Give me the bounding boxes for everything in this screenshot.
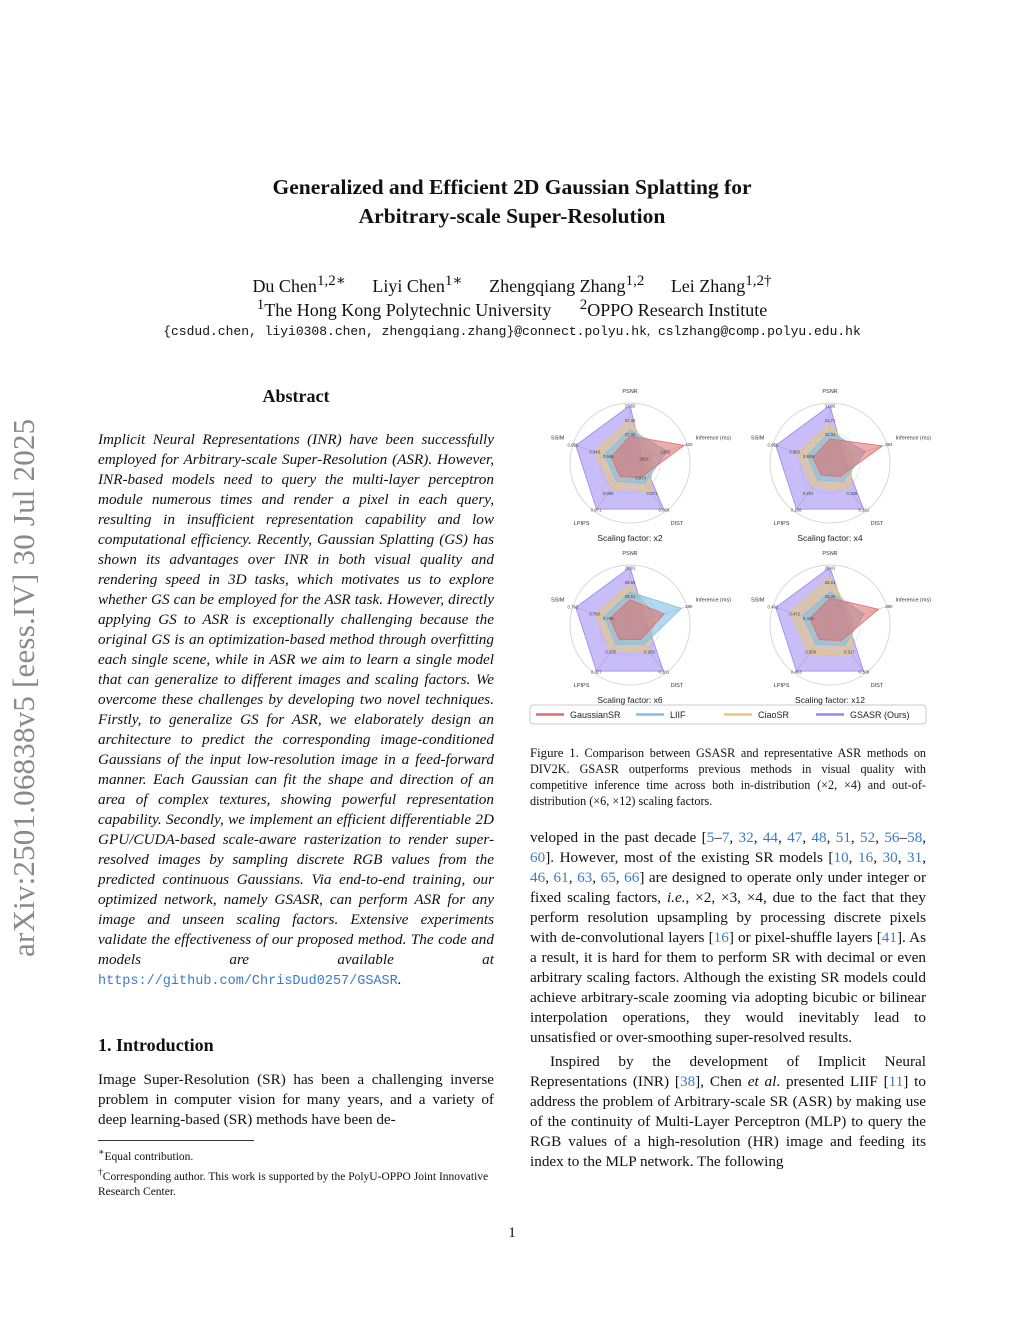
radar-value-label: 0.500	[805, 649, 816, 655]
radar-axis-label: Inference (ms)	[695, 597, 732, 604]
code-link[interactable]: https://github.com/ChrisDud0257/GSASR	[98, 974, 398, 989]
radar-value-label: 0.317	[844, 649, 855, 655]
citation-link[interactable]: 41	[881, 929, 897, 946]
footnotes	[98, 1145, 494, 1200]
radar-value-label: 380	[885, 603, 893, 609]
radar-value-label: 0.745	[602, 616, 614, 621]
radar-axis-label: SSIM	[750, 597, 765, 604]
radar-value-label: 0.849	[802, 454, 814, 459]
citation-link[interactable]: 7	[721, 829, 730, 846]
radar-axis-label: SSIM	[550, 435, 565, 442]
citation-link[interactable]: 52	[860, 829, 876, 846]
radar-value-label: 0.760	[589, 611, 600, 617]
citation-link[interactable]: 58	[907, 829, 923, 846]
radar-value-label: 0.850	[789, 449, 800, 455]
radar-value-label: 0.069	[658, 507, 670, 513]
radar-value-label: 31.71	[824, 417, 836, 423]
radar-value-label: 1265	[660, 449, 671, 455]
citation-link[interactable]: 38	[679, 1073, 696, 1090]
author: Liyi Chen$^{1∗}$	[372, 273, 463, 296]
radar-axis-label: PSNR	[822, 551, 838, 557]
affiliation: $^1$The Hong Kong Polytechnic University	[256, 297, 552, 320]
radar-value-label: 0.762	[567, 604, 579, 610]
radar-value-label: 0.209	[644, 649, 655, 655]
right-column-text	[530, 828, 926, 1172]
citation-link[interactable]: 31	[907, 849, 923, 866]
author: Lei Zhang$^{1,2\dagger}$	[670, 273, 772, 296]
page-number: 1	[508, 1225, 516, 1241]
citation-link[interactable]: 44	[762, 829, 779, 846]
radar-value-label: 0.974	[635, 475, 646, 481]
footnote-divider	[98, 1140, 254, 1141]
email-single: cslzhang@comp.polyu.edu.hk	[657, 324, 861, 339]
figure-1-radar-charts	[530, 383, 932, 728]
radar-axis-label: LPIPS	[573, 520, 590, 527]
panel-caption: Scaling factor: x12	[795, 695, 865, 705]
title-line-1: Generalized and Efficient 2D Gaussian Splatting for	[272, 175, 752, 199]
radar-value-label: 28.91	[624, 565, 636, 571]
radar-value-label: 0.071	[590, 507, 602, 513]
figure-label: Figure 1.	[530, 746, 579, 760]
legend-item: GaussianSR	[570, 710, 621, 720]
radar-value-label: 26.06	[824, 594, 836, 600]
radar-axis-label: Inference (ms)	[895, 597, 932, 604]
abstract-text: Implicit Neural Representations (INR) have been successfully employed for Arbitrary-scale Super-Resolution (ASR). However, INR-based models need to query the multi-layer perceptron module numerous times and render a pixel in each query, resulting in insufficient representation capability and low computational efficiency. Recently, Gaussian Splatting (GS) has shown its advantages over INR in both visual quality and rendering speed in 3D tasks, which motivates us to explore whether GS can be employed for the ASR task. However, directly applying GS to ASR is exceptionally challenging because the original GS is an optimization-based method through overfitting each single scene, while in ASR we aim to learn a single model that can generalize to different images and scaling factors. We overcome these challenges by developing two novel techniques. Firstly, to generalize GS for ASR, we elaborately design an architecture to predict the corresponding image-conditioned Gaussians of the input low-resolution image in a feed-forward manner. Each Gaussian can fit the shape and direction of an area of complex textures, showing powerful representation capability. Secondly, we implement an efficient differentiable 2D GPU/CUDA-based scale-aware rasterization to render super-resolved images by sampling discrete RGB values from the predicted continuous Gaussians. Via end-to-end training, our optimized network, namely GSASR, can perform ASR for any image and unseen scaling factors. Extensive experiments validate the effectiveness of our proposed method. The code and models are available at https://github.com/ChrisDud0257/GSASR.	[98, 431, 494, 989]
radar-axis-label: PSNR	[622, 551, 638, 557]
abstract-heading: Abstract	[262, 386, 330, 406]
author: Du Chen$^{1,2∗}$	[252, 273, 346, 296]
citation-link[interactable]: 10	[833, 849, 849, 866]
radar-value-label: 0.058	[602, 491, 614, 497]
radar-value-label: 31.31	[824, 432, 836, 438]
radar-value-label: 37.06	[624, 432, 636, 438]
email-group: {csdud.chen, liyi0308.chen, zhengqiang.zhang}@connect.polyu.hk	[163, 324, 647, 339]
citation-link[interactable]: 16	[858, 849, 874, 866]
radar-value-label: 0.165	[846, 491, 858, 497]
radar-value-label: 0.198	[790, 507, 802, 513]
citation-link[interactable]: 63	[577, 869, 593, 886]
citation-link[interactable]: 65	[600, 869, 616, 886]
citation-link[interactable]: 11	[888, 1073, 904, 1090]
section-heading-introduction: 1. Introduction	[98, 1035, 214, 1055]
radar-value-label: 0.948	[589, 449, 600, 455]
radar-chart-panel	[751, 389, 931, 543]
radar-value-label: 0.201	[658, 669, 670, 675]
radar-value-label: 0.419	[802, 616, 814, 621]
radar-axis-label: SSIM	[750, 435, 765, 442]
radar-axis-label: PSNR	[622, 389, 638, 395]
radar-axis-label: SSIM	[550, 597, 565, 604]
radar-axis-label: LPIPS	[773, 682, 790, 689]
radar-value-label: 0.071	[646, 491, 658, 497]
radar-value-label: 37.42	[624, 417, 636, 423]
radar-value-label: 0.472	[789, 611, 800, 617]
radar-axis-label: PSNR	[822, 389, 838, 395]
radar-value-label: 0.335	[605, 649, 616, 655]
citation-link[interactable]: 51	[835, 829, 851, 846]
author-emails: {csdud.chen, liyi0308.chen, zhengqiang.zhang}@connect.polyu.hk, cslzhang@comp.polyu.edu.hk	[163, 323, 861, 339]
legend-item: GSASR (Ours)	[850, 710, 910, 720]
radar-axis-label: LPIPS	[573, 682, 590, 689]
radar-value-label: 26.41	[824, 565, 836, 571]
radar-value-label: 0.852	[767, 442, 779, 448]
paragraph: veloped in the past decade [5–7, 32, 44, 47, 48, 51, 52, 56–58, 60]. However, most of the existing SR models [10, 16, 30, 31, 46, 61, 63, 65, 66] are designed to operate only under integer or fixed scaling factors, i.e., ×2, ×3, ×4, due to the fact that they perform resolution upsampling by processing discrete pixels with de-convolutional layers [16] or pixel-shuffle layers [41]. As a result, it is hard for them to perform SR with decimal or even arbitrary scaling factors. Although the existing SR models could achieve arbitrary-scale zooming via adopting bicubic or bilinear interpolation operations, they would inevitably lead to unsatisfied or over-smoothing super-resolved results.	[530, 829, 927, 1046]
citation-link[interactable]: 46	[530, 869, 546, 886]
legend-item: CiaoSR	[758, 710, 790, 720]
radar-value-label: 0.204	[802, 491, 814, 497]
citation-link[interactable]: 56	[884, 829, 900, 846]
radar-value-label: 31.95	[824, 403, 836, 409]
radar-axis-label: Inference (ms)	[895, 435, 932, 442]
radar-value-label: 0.463	[790, 669, 802, 675]
radar-value-label: 0.309	[858, 669, 870, 675]
citation-link[interactable]: 66	[624, 869, 640, 886]
radar-value-label: 2821	[639, 456, 650, 462]
figure-legend	[530, 705, 926, 724]
radar-axis-label: DIST	[670, 682, 684, 689]
introduction-text: Image Super-Resolution (SR) has been a challenging inverse problem in computer vision for many years, and a variety of deep learning-based (SR) methods have been de-	[98, 1071, 494, 1128]
citation-link[interactable]: 48	[811, 829, 827, 846]
citation-link[interactable]: 30	[882, 849, 898, 866]
radar-value-label: 384	[885, 441, 893, 447]
footnote: ∗Equal contribution.	[98, 1147, 194, 1163]
citation-link[interactable]: 61	[553, 869, 569, 886]
radar-chart-panel	[751, 551, 931, 705]
panel-caption: Scaling factor: x6	[597, 695, 663, 705]
legend-item: LIIF	[670, 710, 686, 720]
radar-axis-label: LPIPS	[773, 520, 790, 527]
citation-link[interactable]: 60	[530, 849, 546, 866]
radar-value-label: 28.65	[624, 579, 636, 585]
panel-caption: Scaling factor: x2	[597, 533, 663, 543]
figure-caption: Figure 1. Comparison between GSASR and representative ASR methods on DIV2K. GSASR outperforms previous methods in visual quality with competitive inference time across both in-distribution (×2, ×4) and out-of-distribution (×6, ×12) scaling factors.	[530, 746, 927, 808]
radar-value-label: 0.161	[858, 507, 870, 513]
radar-value-label: 37.55	[624, 403, 636, 409]
footnote: †Corresponding author. This work is supported by the PolyU-OPPO Joint Innovative Research Center.	[98, 1166, 489, 1198]
radar-value-label: 420	[685, 441, 693, 447]
citation-link[interactable]: 16	[713, 929, 729, 946]
radar-axis-label: Inference (ms)	[695, 435, 732, 442]
radar-value-label: 26.21	[824, 579, 836, 585]
affiliation: $^2$OPPO Research Institute	[579, 297, 768, 320]
author: Zhengqiang Zhang$^{1,2}$	[489, 273, 645, 296]
paragraph: Inspired by the development of Implicit Neural Representations (INR) [38], Chen et al. presented LIIF [11] to address the problem of Arbitrary-scale SR (ASR) by making use of the continuity of Multi-Layer Perceptron (MLP) to query the RGB values of a high-resolution (HR) image and feeding its index to the MLP network. The following	[530, 1053, 926, 1170]
panel-caption: Scaling factor: x4	[797, 533, 863, 543]
radar-chart-panel	[551, 551, 731, 705]
radar-value-label: 0.946	[602, 454, 614, 459]
affiliations	[0, 294, 1024, 322]
radar-value-label: 0.327	[590, 669, 602, 675]
radar-value-label: 28.51	[624, 594, 636, 600]
radar-chart-panel	[551, 389, 731, 543]
citation-link[interactable]: 32	[738, 829, 754, 846]
citation-link[interactable]: 47	[787, 829, 803, 846]
radar-value-label: 0.461	[767, 604, 779, 610]
arxiv-identifier: arXiv:2501.06838v5 [eess.IV] 30 Jul 2025	[6, 418, 41, 957]
title-line-2: Arbitrary-scale Super-Resolution	[358, 204, 666, 228]
radar-value-label: 0.952	[567, 442, 579, 448]
radar-value-label: 389	[685, 603, 693, 609]
radar-axis-label: DIST	[670, 520, 684, 527]
radar-axis-label: DIST	[870, 682, 884, 689]
paper-title	[0, 173, 1024, 231]
citation-link[interactable]: 5	[706, 829, 715, 846]
radar-axis-label: DIST	[870, 520, 884, 527]
